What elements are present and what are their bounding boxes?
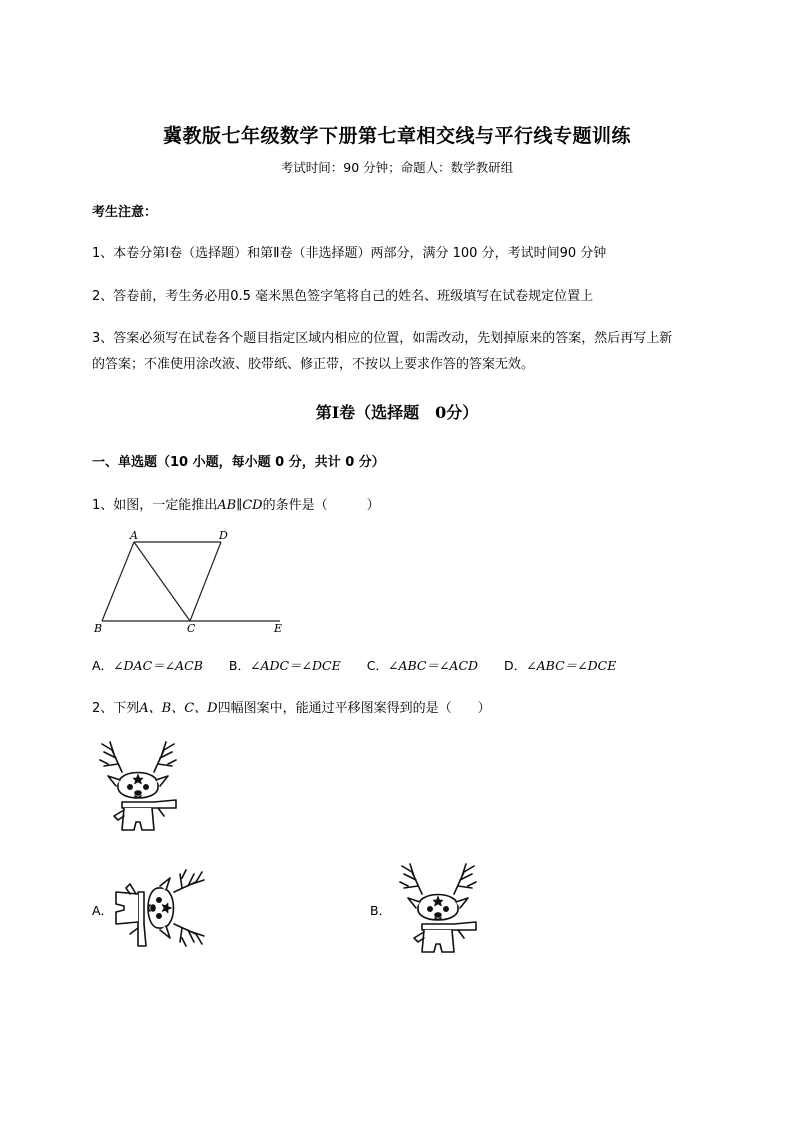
segment-ac <box>134 542 190 621</box>
label-c: C <box>187 622 196 635</box>
option-c-expr: ∠ABC＝∠ACD <box>387 658 479 673</box>
question-1-math: AB∥CD <box>217 498 263 513</box>
note-item-1: 1、本卷分第Ⅰ卷（选择题）和第Ⅱ卷（非选择题）两部分，满分 100 分，考试时间90 分钟 <box>92 246 607 261</box>
note-item-3: 3、答案必须写在试卷各个题目指定区域内相应的位置，如需改动，先划掉原来的答案，然后再写上新 <box>92 331 673 346</box>
q2-option-b-image[interactable] <box>392 860 484 956</box>
question-1-options <box>92 656 638 674</box>
option-b[interactable] <box>229 658 341 673</box>
segment-dc <box>190 542 221 621</box>
option-a[interactable] <box>92 658 203 673</box>
option-b-expr: ∠ADC＝∠DCE <box>249 658 341 673</box>
q2-option-a-label: A． <box>92 903 114 918</box>
option-d-label: D． <box>504 658 527 673</box>
exam-title: 冀教版七年级数学下册第七章相交线与平行线专题训练 <box>162 125 631 147</box>
question-2-math: A、B、C、D <box>139 701 218 716</box>
note-item-2: 2、答卷前，考生务必用0.5 毫米黑色签字笔将自己的姓名、班级填写在试卷规定位置上 <box>92 289 594 304</box>
segment-ab <box>102 542 134 621</box>
exam-subtitle: 考试时间：90 分钟；命题人：数学教研组 <box>280 160 514 175</box>
part-heading: 一、单选题（10 小题，每小题 0 分，共计 0 分） <box>92 455 385 470</box>
label-b: B <box>94 622 103 635</box>
question-2 <box>92 697 491 716</box>
option-b-label: B． <box>228 658 250 673</box>
label-a: A <box>130 529 138 542</box>
option-a-label: A． <box>92 658 114 673</box>
option-a-expr: ∠DAC＝∠ACB <box>113 658 203 673</box>
question-1-suffix: 的条件是（ ） <box>262 498 380 513</box>
parallelogram-figure <box>90 528 290 638</box>
original-deer-pattern <box>92 738 184 834</box>
option-d[interactable] <box>504 658 616 673</box>
section-title: 第Ⅰ卷（选择题 0分） <box>315 403 479 422</box>
question-1 <box>92 494 380 513</box>
notes-heading: 考生注意： <box>92 205 158 220</box>
label-d: D <box>219 529 228 542</box>
q2-option-b-label: B． <box>370 903 392 918</box>
question-2-prefix: 2、下列 <box>92 701 140 716</box>
q2-option-a-image[interactable] <box>112 860 212 956</box>
question-1-prefix: 1、如图，一定能推出 <box>92 498 218 513</box>
option-c-label: C． <box>366 658 388 673</box>
question-2-suffix: 四幅图案中，能通过平移图案得到的是（ ） <box>217 701 491 716</box>
note-item-3-cont: 的答案；不准使用涂改液、胶带纸、修正带，不按以上要求作答的答案无效。 <box>92 357 535 372</box>
option-c[interactable] <box>367 658 478 673</box>
option-d-expr: ∠ABC＝∠DCE <box>526 658 617 673</box>
label-e: E <box>274 622 283 635</box>
